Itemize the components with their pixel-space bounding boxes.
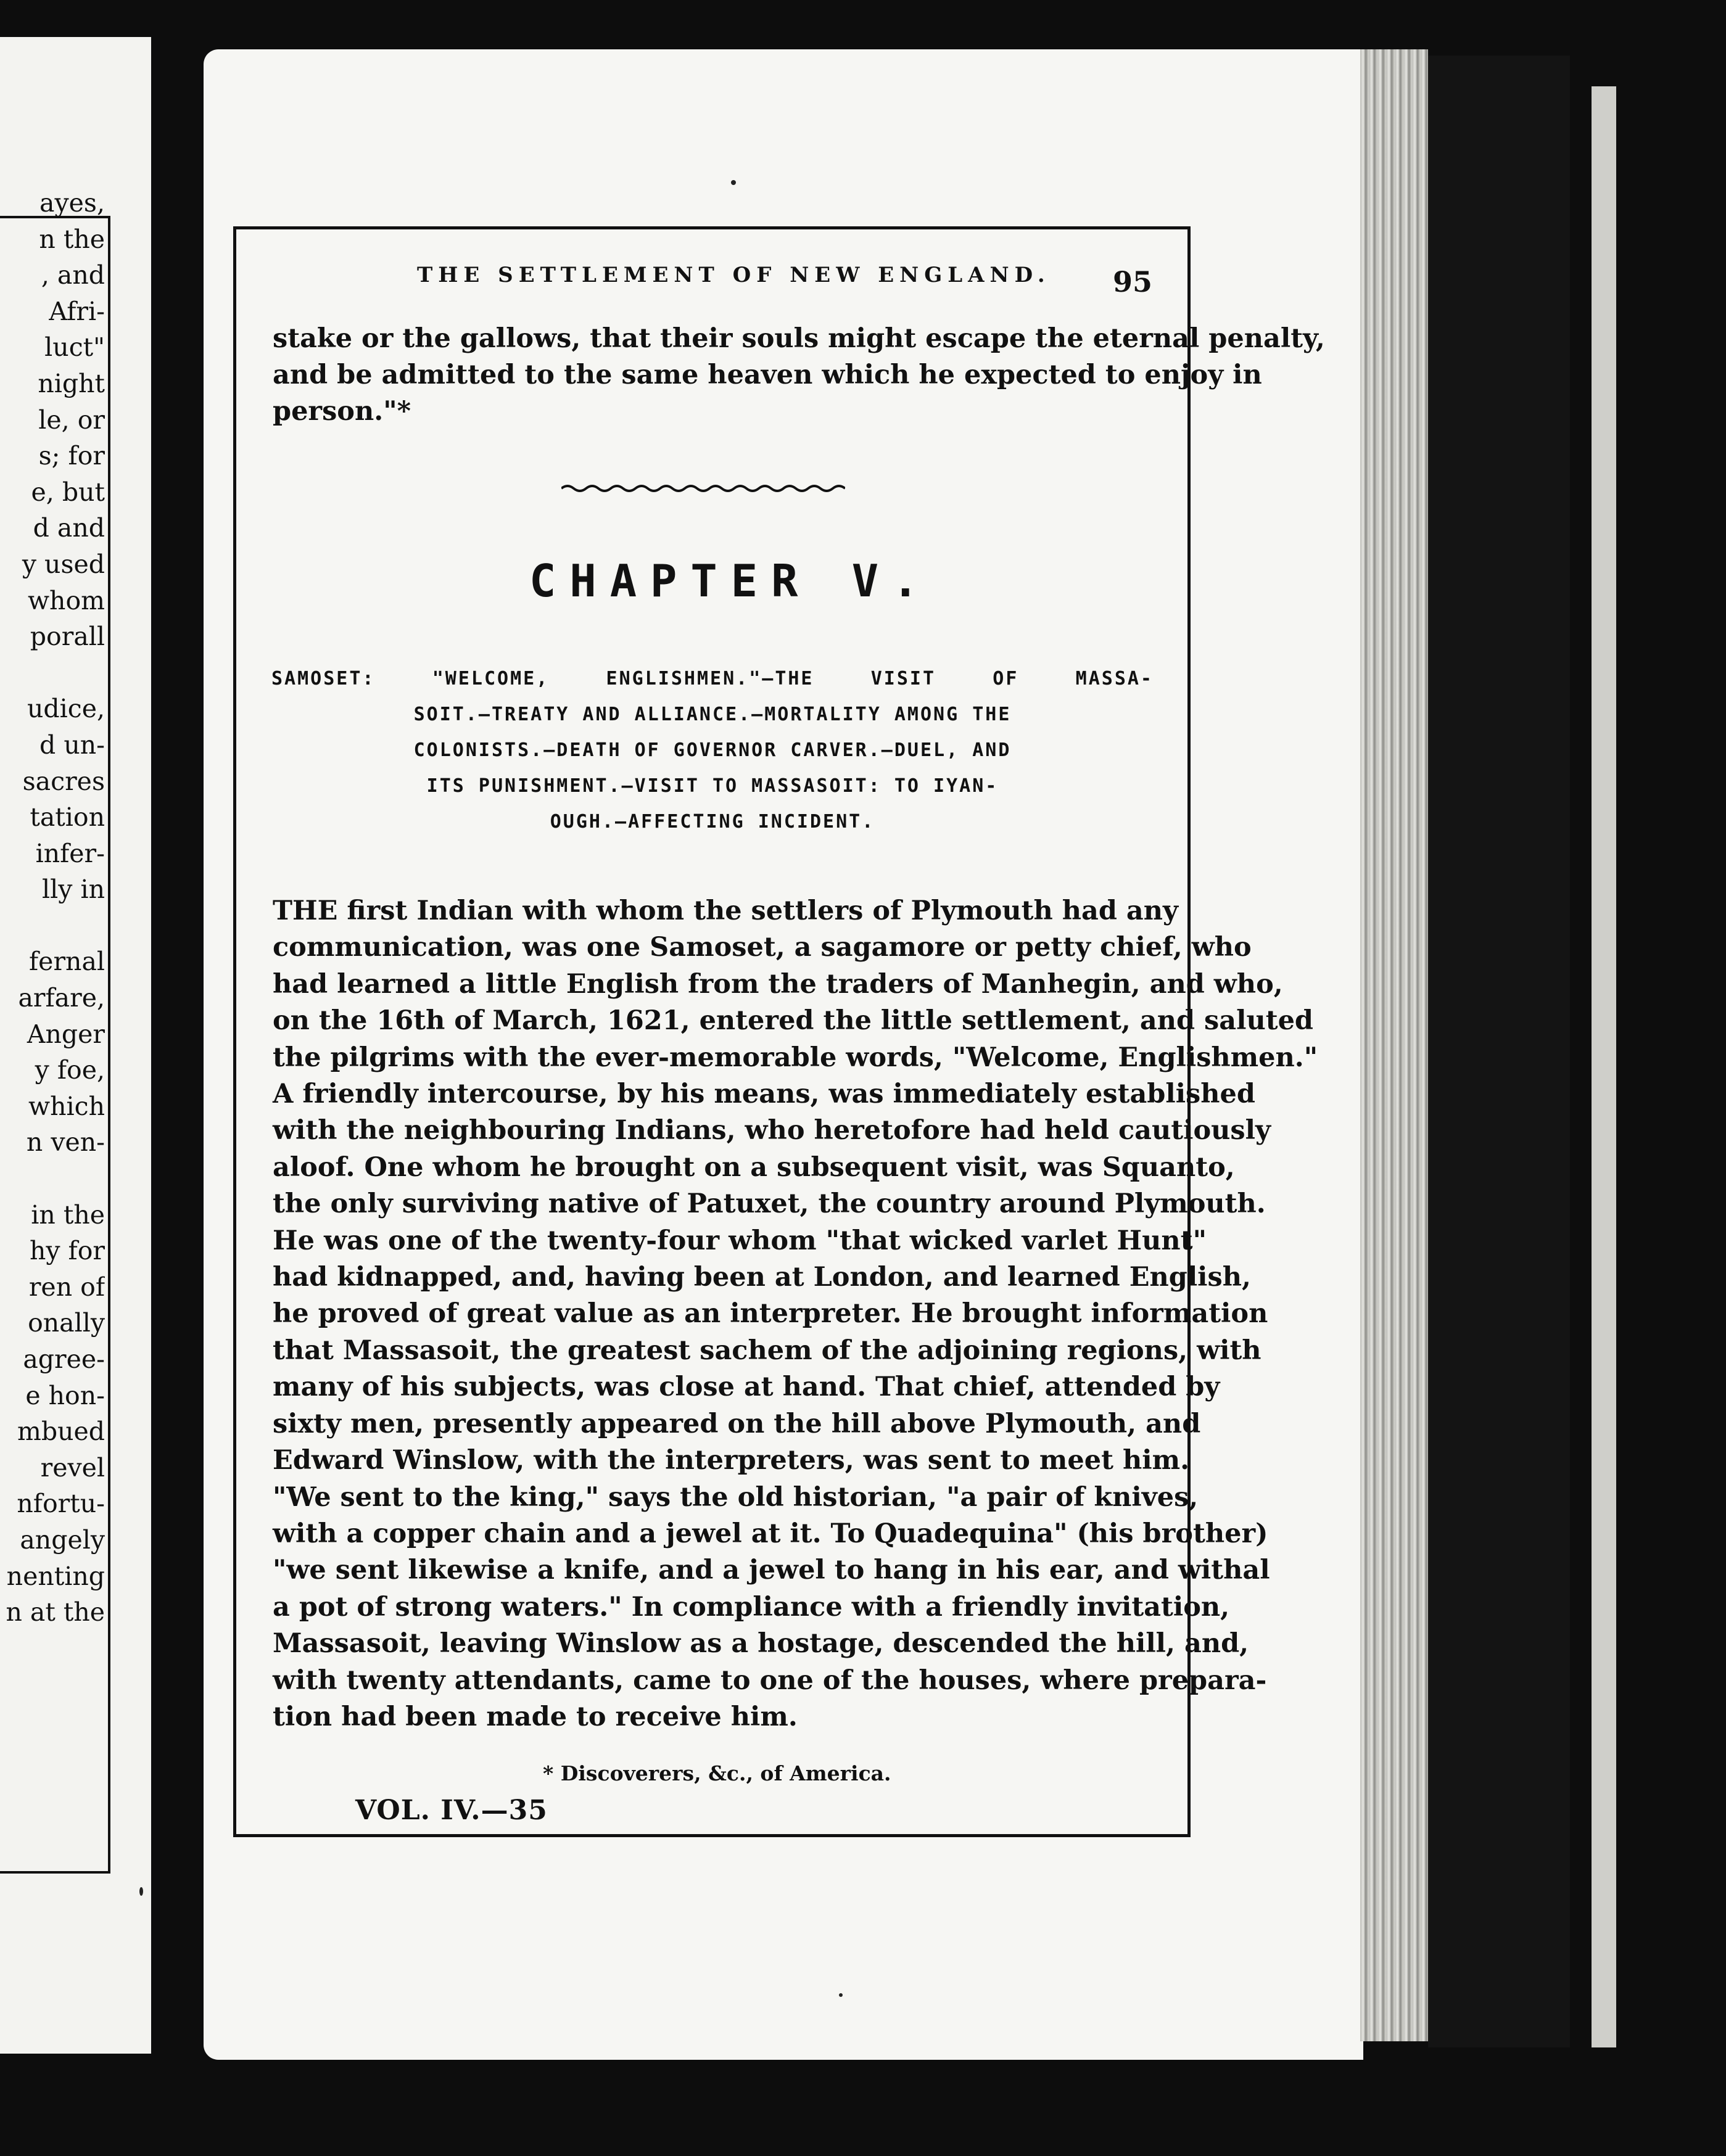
left-page-line [0, 655, 105, 691]
body-line: "we sent likewise a knife, and a jewel to hang in his ear, and withal [273, 1555, 1270, 1586]
ornamental-rule [561, 481, 845, 496]
body-line: communication, was one Samoset, a sagamore or petty chief, who [273, 932, 1252, 963]
left-page-line: sacres [22, 766, 105, 796]
body-line: with a copper chain and a jewel at it. To Quadequina" (his brother) [273, 1518, 1268, 1549]
intro-line: person."* [273, 396, 411, 427]
body-line: aloof. One whom he brought on a subsequent visit, was Squanto, [273, 1151, 1235, 1183]
left-page-line: onally [28, 1308, 105, 1338]
body-line: He was one of the twenty-four whom "that wicked varlet Hunt" [273, 1225, 1207, 1256]
speck [139, 1887, 143, 1896]
left-page-line: , and [41, 260, 105, 290]
left-page-line: tation [30, 802, 105, 833]
left-page-line: udice, [27, 694, 105, 724]
left-page-line: y used [22, 549, 105, 579]
left-page-line: y foe, [35, 1055, 105, 1085]
body-line: the pilgrims with the ever-memorable words, "Welcome, Englishmen." [273, 1042, 1318, 1073]
right-edge-strip [1592, 86, 1616, 2047]
left-page-line: n at the [6, 1597, 105, 1627]
chapter-title: CHAPTER V. [529, 555, 933, 607]
left-page-line: angely [20, 1524, 105, 1555]
body-line: that Massasoit, the greatest sachem of the adjoining regions, with [273, 1335, 1261, 1366]
body-line: Massasoit, leaving Winslow as a hostage, descended the hill, and, [273, 1628, 1249, 1660]
body-line: with twenty attendants, came to one of the houses, where prepara- [273, 1664, 1267, 1696]
left-page-line: which [28, 1091, 105, 1121]
speck [839, 1993, 843, 1997]
left-page-line: d un- [39, 730, 105, 760]
left-page-text [0, 185, 105, 1631]
body-line: tion had been made to receive him. [273, 1701, 798, 1732]
synopsis-line: ITS PUNISHMENT.—VISIT TO MASSASOIT: TO IYAN- [426, 775, 999, 797]
body-line: on the 16th of March, 1621, entered the little settlement, and saluted [273, 1005, 1313, 1037]
left-page-line: fernal [29, 947, 105, 977]
left-page-line: nfortu- [17, 1489, 105, 1519]
body-line: the only surviving native of Patuxet, the country around Plymouth. [273, 1188, 1266, 1220]
left-page-line: e hon- [25, 1380, 105, 1410]
left-page-line: agree- [23, 1344, 105, 1374]
chapter-synopsis [271, 661, 1154, 840]
synopsis-line: COLONISTS.—DEATH OF GOVERNOR CARVER.—DUEL, AND [413, 739, 1012, 761]
left-page-line: infer- [35, 838, 105, 868]
left-page-line: nenting [6, 1561, 105, 1591]
body-line: A friendly intercourse, by his means, was immediately established [273, 1079, 1255, 1110]
left-page-line: hy for [29, 1236, 105, 1266]
left-page-line: in the [31, 1199, 105, 1230]
page-edges [1360, 49, 1428, 2041]
intro-line: stake or the gallows, that their souls might escape the eternal penalty, [273, 323, 1325, 354]
left-page-line [0, 1161, 105, 1197]
left-page-line: e, but [31, 477, 105, 507]
synopsis-line: SOIT.—TREATY AND ALLIANCE.—MORTALITY AMONG THE [413, 704, 1012, 725]
intro-paragraph [273, 321, 1325, 430]
left-page-line: Anger [27, 1019, 105, 1049]
intro-line: and be admitted to the same heaven which he expected to enjoy in [273, 360, 1262, 390]
left-page-line: luct" [44, 332, 105, 363]
body-line: sixty men, presently appeared on the hill above Plymouth, and [273, 1408, 1201, 1439]
body-line: many of his subjects, was close at hand. That chief, attended by [273, 1372, 1220, 1403]
body-line: had learned a little English from the traders of Manhegin, and who, [273, 968, 1283, 1000]
left-page-line: arfare, [18, 983, 105, 1013]
left-page-line: ren of [28, 1272, 105, 1302]
left-page-line: le, or [38, 405, 105, 435]
left-page-line: porall [30, 622, 105, 652]
footnote: * Discoverers, &c., of America. [543, 1761, 891, 1785]
book-spine [1428, 56, 1570, 2047]
synopsis-line: OUGH.—AFFECTING INCIDENT. [550, 811, 875, 833]
body-line: had kidnapped, and, having been at London, and learned English, [273, 1262, 1251, 1293]
left-page-line: d and [33, 513, 105, 543]
left-page-line: lly in [42, 874, 105, 905]
body-line: he proved of great value as an interpreter. He brought information [273, 1298, 1268, 1330]
left-page-line: revel [40, 1452, 105, 1483]
left-page-line: night [38, 368, 105, 398]
body-line: THE first Indian with whom the settlers of Plymouth had any [273, 895, 1178, 926]
body-line: with the neighbouring Indians, who heretofore had held cautiously [273, 1115, 1271, 1146]
left-page-line: n the [39, 224, 105, 254]
left-page-line: n ven- [26, 1127, 105, 1158]
body-paragraph [273, 893, 1318, 1735]
body-line: Edward Winslow, with the interpreters, was sent to meet him. [273, 1445, 1190, 1476]
left-page-line: Afri- [49, 296, 105, 326]
left-page-line: s; for [38, 441, 105, 471]
volume-signature: VOL. IV.—35 [355, 1795, 548, 1826]
body-line: "We sent to the king," says the old historian, "a pair of knives, [273, 1481, 1199, 1513]
left-page-line: mbued [17, 1417, 105, 1447]
body-line: a pot of strong waters." In compliance with a friendly invitation, [273, 1591, 1230, 1623]
page-number: 95 [1113, 265, 1153, 298]
left-page-line: ayes, [39, 188, 105, 218]
synopsis-line: SAMOSET: "WELCOME, ENGLISHMEN."—THE VISIT OF MASSA- [271, 668, 1154, 689]
left-page-line: whom [27, 585, 105, 615]
speck [731, 180, 736, 185]
left-page-line [0, 908, 105, 944]
running-head: THE SETTLEMENT OF NEW ENGLAND. [417, 263, 1051, 287]
